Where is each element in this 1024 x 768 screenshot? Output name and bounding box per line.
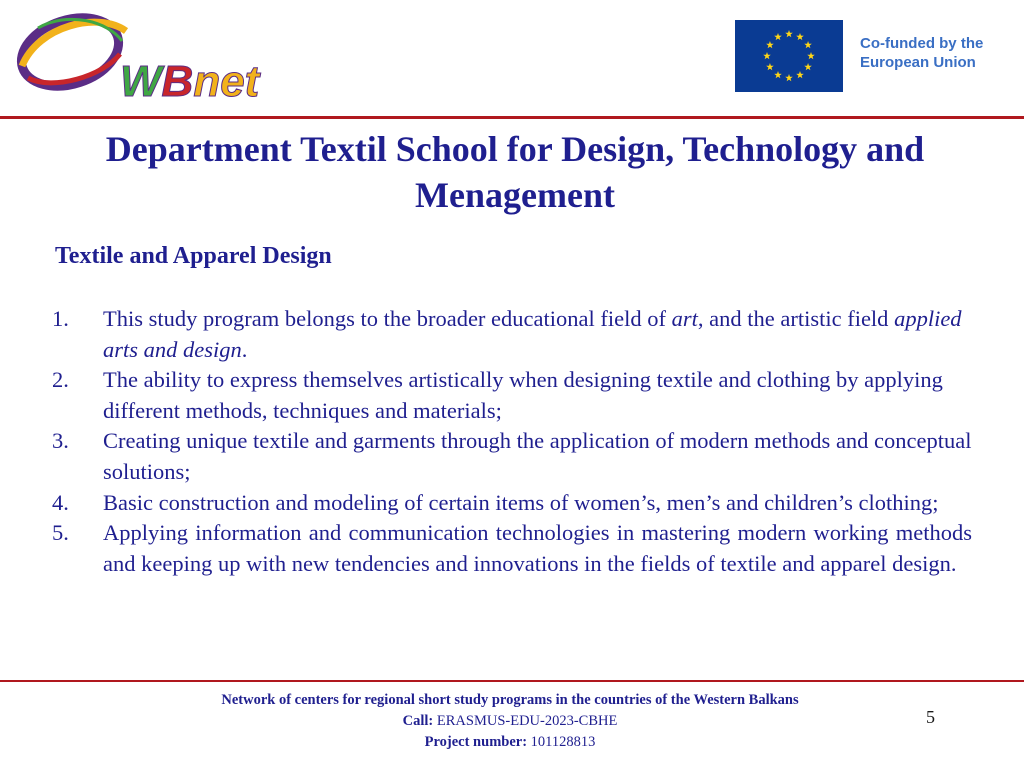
section-subtitle: Textile and Apparel Design xyxy=(55,243,332,269)
program-list xyxy=(52,304,972,579)
footer-divider xyxy=(0,680,1024,682)
wbnet-logo xyxy=(8,6,278,106)
footer-call: Call: ERASMUS-EDU-2023-CBHE xyxy=(402,713,618,729)
list-number: 1. xyxy=(52,306,69,331)
list-item xyxy=(52,488,972,519)
list-item xyxy=(52,518,972,579)
list-text: This study program belongs to the broader educational field of art, and the artistic field applied arts and design. xyxy=(103,306,962,362)
list-text: Creating unique textile and garments through the application of modern methods and conceptual solutions; xyxy=(103,428,972,484)
page-title: Department Textil School for Design, Technology and Menagement xyxy=(105,129,925,215)
footer-project: Project number: 101128813 xyxy=(424,734,596,750)
eu-cofunded-label xyxy=(860,34,1020,72)
list-number: 4. xyxy=(52,489,69,515)
svg-text:WBnet: WBnet xyxy=(120,57,260,106)
footer xyxy=(100,690,920,753)
eu-flag-icon xyxy=(735,20,843,92)
wbnet-logo-icon xyxy=(8,6,278,106)
list-item xyxy=(52,304,972,365)
list-number: 3. xyxy=(52,428,69,454)
eu-line2: European Union xyxy=(860,54,976,71)
list-text: Applying information and communication technologies in mastering modern working methods and keeping up with new tendencies and innovations in the fields of textile and apparel design. xyxy=(103,520,972,576)
list-number: 5. xyxy=(52,520,69,546)
header-divider xyxy=(0,116,1024,119)
list-text: Basic construction and modeling of certain items of women’s, men’s and children’s clothing; xyxy=(103,489,939,515)
list-number: 2. xyxy=(52,367,69,393)
footer-network: Network of centers for regional short study programs in the countries of the Western Balkans xyxy=(221,692,799,708)
list-item xyxy=(52,365,972,426)
page-number: 5 xyxy=(926,707,935,727)
list-text: The ability to express themselves artistically when designing textile and clothing by applying different methods, techniques and materials; xyxy=(103,367,943,423)
eu-line1: Co-funded by the xyxy=(860,35,984,52)
list-item xyxy=(52,426,972,487)
